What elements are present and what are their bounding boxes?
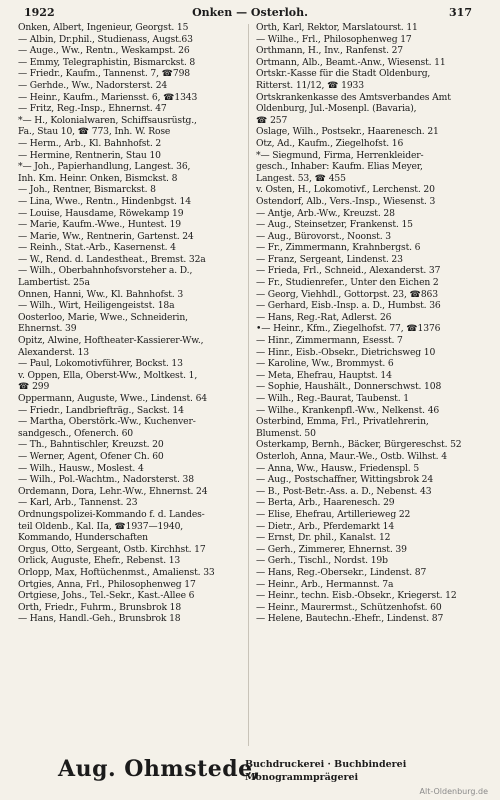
directory-entry: Langest. 53, ☎ 455 bbox=[256, 172, 346, 184]
header-page-number: 317 bbox=[449, 6, 472, 19]
directory-entry: — Joh., Rentner, Bismarckst. 8 bbox=[18, 184, 156, 196]
directory-entry: Onken, Albert, Ingenieur, Georgst. 15 bbox=[18, 22, 189, 33]
directory-entry: Ortskr.-Kasse für die Stadt Oldenburg, bbox=[256, 68, 431, 80]
right-column bbox=[256, 22, 482, 625]
directory-entry: — Antje, Arb.-Ww., Kreuzst. 28 bbox=[256, 207, 395, 219]
directory-entry: Ortskrankenkasse des Amtsverbandes Amt bbox=[256, 91, 451, 103]
directory-entry: — Reinh., Stat.-Arb., Kasernenst. 4 bbox=[18, 242, 176, 254]
directory-entry: Kommando, Hunderschaften bbox=[18, 532, 148, 544]
directory-entry: — B., Post-Betr.-Ass. a. D., Nebenst. 43 bbox=[256, 485, 432, 497]
directory-entry: — Berta, Arb., Haarenesch. 29 bbox=[256, 497, 395, 509]
page-header bbox=[0, 6, 500, 22]
directory-entry: — Aug., Steinsetzer, Frankenst. 15 bbox=[256, 219, 413, 231]
directory-entry: — Hinr., Zimmermann, Esesst. 7 bbox=[256, 335, 403, 347]
directory-entry: — Wilh., Wirt, Heiligengeistst. 18a bbox=[18, 300, 175, 312]
directory-entry: gesch., Inhaber: Kaufm. Elias Meyer, bbox=[256, 161, 423, 173]
directory-entry: ☎ 299 bbox=[18, 381, 50, 393]
header-year: 1922 bbox=[24, 6, 55, 19]
directory-entry: Lambertist. 25a bbox=[18, 277, 90, 289]
source-watermark: Alt-Oldenburg.de bbox=[419, 787, 488, 796]
directory-entry: — Hinr., Eisb.-Obsekr., Dietrichsweg 10 bbox=[256, 346, 436, 358]
directory-entry: — Wilh., Hausw., Moslest. 4 bbox=[18, 462, 144, 474]
directory-entry: Inh. Km. Heinr. Onken, Bismckst. 8 bbox=[18, 172, 178, 184]
left-column bbox=[18, 22, 244, 625]
directory-entry: — Aug., Bürovorst., Noonst. 3 bbox=[256, 230, 391, 242]
directory-entry: — Heinr., Kaufm., Mariensst. 6, ☎1343 bbox=[18, 91, 198, 103]
column-divider bbox=[248, 24, 249, 746]
directory-entry: Ordnungspolizei-Kommando f. d. Landes- bbox=[18, 508, 205, 520]
directory-entry: Oppermann, Auguste, Wwe., Lindenst. 64 bbox=[18, 393, 207, 404]
directory-entry: Ostendorf, Alb., Vers.-Insp., Wiesenst. 3 bbox=[256, 195, 436, 207]
directory-entry: Opitz, Alwine, Hoftheater-Kassierer-Ww., bbox=[18, 335, 204, 347]
directory-entry: — Wilh., Pol.-Wachtm., Nadorsterst. 38 bbox=[18, 474, 194, 486]
directory-entry: Blumenst. 50 bbox=[256, 427, 316, 439]
directory-entry: Ritterst. 11/12, ☎ 1933 bbox=[256, 79, 364, 91]
directory-entry: — Elise, Ehefrau, Artillerieweg 22 bbox=[256, 508, 411, 520]
directory-entry: Oslage, Wilh., Postsekr., Haarenesch. 21 bbox=[256, 126, 439, 138]
directory-entry: Orthmann, H., Inv., Ranfenst. 27 bbox=[256, 45, 403, 57]
directory-entry: — Hans, Reg.-Obersekr., Lindenst. 87 bbox=[256, 566, 427, 578]
directory-entry: Orlopp, Max, Hoftüchenmst., Amalienst. 33 bbox=[18, 566, 215, 578]
directory-entry: — Wilh., Oberbahnhofsvorsteher a. D., bbox=[18, 265, 193, 277]
directory-entry: — Marie, Kaufm.-Wwe., Huntest. 19 bbox=[18, 219, 181, 231]
directory-entry: — Fr., Studienrefer., Unter den Eichen 2 bbox=[256, 277, 439, 289]
directory-entry: — Fr., Zimmermann, Krahnbergst. 6 bbox=[256, 242, 421, 254]
header-title: Onken — Osterloh. bbox=[192, 6, 308, 19]
directory-entry: Onnen, Hanni, Ww., Kl. Bahnhofst. 3 bbox=[18, 288, 184, 300]
directory-entry: Ordemann, Dora, Lehr.-Ww., Ehnernst. 24 bbox=[18, 485, 208, 497]
directory-entry: v. Oppen, Ella, Oberst-Ww., Moltkest. 1, bbox=[18, 369, 198, 381]
directory-entry: sandgesch., Ofenerch. 60 bbox=[18, 427, 133, 439]
directory-entry: *— H., Kolonialwaren, Schiffsausrüstg., bbox=[18, 114, 197, 126]
directory-entry: Otz, Ad., Kaufm., Ziegelhofst. 16 bbox=[256, 137, 404, 149]
printer-advertisement bbox=[0, 756, 500, 790]
directory-entry: — W., Rend. d. Landestheat., Bremst. 32a bbox=[18, 253, 206, 265]
directory-entry: Osterkamp, Bernh., Bäcker, Bürgereschst. 52 bbox=[256, 439, 462, 451]
directory-entry: — Hans, Handl.-Geh., Brunsbrok 18 bbox=[18, 613, 181, 625]
directory-entry: — Louise, Hausdame, Röwekamp 19 bbox=[18, 207, 184, 219]
directory-entry: Ortmann, Alb., Beamt.-Anw., Wiesenst. 11 bbox=[256, 56, 446, 68]
directory-entry: — Karoline, Ww., Brommyst. 6 bbox=[256, 358, 394, 370]
directory-entry: Osterloh, Anna, Maur.-We., Ostb. Wilhst. 4 bbox=[256, 450, 447, 462]
printer-services-line2: Monogrammprägerei bbox=[245, 772, 359, 783]
directory-entry: — Friedr., Kaufm., Tannenst. 7, ☎798 bbox=[18, 68, 191, 80]
directory-entry: — Emmy, Telegraphistin, Bismarckst. 8 bbox=[18, 56, 196, 68]
directory-entry: Oldenburg, Jul.-Mosenpl. (Bavaria), bbox=[256, 103, 417, 115]
directory-entry: — Lina, Wwe., Rentn., Hindenbgst. 14 bbox=[18, 195, 191, 207]
directory-entry: Ehnernst. 39 bbox=[18, 323, 77, 335]
directory-entry: — Frieda, Frl., Schneid., Alexanderst. 37 bbox=[256, 265, 441, 277]
directory-entry: ☎ 257 bbox=[256, 114, 288, 126]
directory-entry: Orth, Friedr., Fuhrm., Brunsbrok 18 bbox=[18, 601, 182, 613]
directory-entry: — Anna, Ww., Hausw., Friedenspl. 5 bbox=[256, 462, 420, 474]
directory-entry: Ortgiese, Johs., Tel.-Sekr., Kast.-Allee 6 bbox=[18, 590, 195, 602]
printer-name: Aug. Ohmstede, bbox=[58, 756, 261, 782]
directory-entry: — Auge., Ww., Rentn., Weskampst. 26 bbox=[18, 45, 190, 57]
directory-entry: — Heinr., techn. Eisb.-Obsekr., Kriegerst. 12 bbox=[256, 590, 457, 602]
directory-entry: — Hermine, Rentnerin, Stau 10 bbox=[18, 149, 161, 161]
directory-entry: — Gerhde., Ww., Nadorsterst. 24 bbox=[18, 79, 168, 91]
directory-entry: teil Oldenb., Kal. IIa, ☎1937—1940, bbox=[18, 520, 184, 532]
directory-entry: — Werner, Agent, Ofener Ch. 60 bbox=[18, 450, 164, 462]
directory-entry: — Hans, Reg.-Rat, Adlerst. 26 bbox=[256, 311, 392, 323]
directory-entry: — Fritz, Reg.-Insp., Ehnernst. 47 bbox=[18, 103, 167, 115]
directory-entry: — Wilhe., Krankenpfl.-Ww., Nelkenst. 46 bbox=[256, 404, 440, 416]
directory-entry: *— Joh., Papierhandlung, Langest. 36, bbox=[18, 161, 191, 173]
directory-entry: — Wilh., Reg.-Baurat, Taubenst. 1 bbox=[256, 393, 409, 404]
directory-entry: v. Osten, H., Lokomotivf., Lerchenst. 20 bbox=[256, 184, 435, 196]
directory-entry: — Friedr., Landbriefträg., Sackst. 14 bbox=[18, 404, 184, 416]
directory-entry: — Sophie, Haushält., Donnerschwst. 108 bbox=[256, 381, 442, 393]
directory-entry: •— Heinr., Kfm., Ziegelhofst. 77, ☎1376 bbox=[256, 323, 441, 335]
directory-entry: Oosterloo, Marie, Wwe., Schneiderin, bbox=[18, 311, 188, 323]
directory-entry: — Gerhard, Eisb.-Insp. a. D., Humbst. 36 bbox=[256, 300, 441, 312]
directory-entry: — Wilhe., Frl., Philosophenweg 17 bbox=[256, 33, 412, 45]
directory-entry: — Heinr., Arb., Hermannst. 7a bbox=[256, 578, 394, 590]
directory-entry: Fa., Stau 10, ☎ 773, Inh. W. Rose bbox=[18, 126, 171, 138]
directory-entry: Orgus, Otto, Sergeant, Ostb. Kirchhst. 17 bbox=[18, 543, 206, 555]
directory-entry: — Albin, Dr.phil., Studienass, Augst.63 bbox=[18, 33, 193, 45]
directory-entry: — Martha, Oberstörk.-Ww., Kuchenver- bbox=[18, 416, 196, 428]
directory-entry: Alexanderst. 13 bbox=[18, 346, 89, 358]
directory-entry: — Th., Bahntischler, Kreuzst. 20 bbox=[18, 439, 164, 451]
directory-entry: — Georg, Viehhdl., Gottorpst. 23, ☎863 bbox=[256, 288, 438, 300]
directory-entry: — Aug., Postschaffner, Wittingsbrok 24 bbox=[256, 474, 434, 486]
directory-entry: *— Siegmund, Firma, Herrenkleider- bbox=[256, 149, 424, 161]
directory-entry: — Heinr., Maurermst., Schützenhofst. 60 bbox=[256, 601, 442, 613]
directory-entry: — Helene, Bautechn.-Ehefr., Lindenst. 87 bbox=[256, 613, 444, 625]
directory-entry: — Paul, Lokomotivführer, Bockst. 13 bbox=[18, 358, 183, 370]
directory-entry: — Gerh., Zimmerer, Ehnernst. 39 bbox=[256, 543, 407, 555]
directory-entry: — Herm., Arb., Kl. Bahnhofst. 2 bbox=[18, 137, 162, 149]
directory-entry: — Marie, Ww., Rentnerin, Gartenst. 24 bbox=[18, 230, 194, 242]
directory-entry: Osterbind, Emma, Frl., Privatlehrerin, bbox=[256, 416, 429, 428]
directory-entry: Orlick, Auguste, Ehefr., Rebenst. 13 bbox=[18, 555, 181, 567]
directory-entry: Orth, Karl, Rektor, Marslatourst. 11 bbox=[256, 22, 418, 33]
directory-entry: — Dietr., Arb., Pferdemarkt 14 bbox=[256, 520, 395, 532]
directory-entry: — Gerh., Tischl., Nordst. 19b bbox=[256, 555, 388, 567]
directory-entry: — Karl, Arb., Tannenst. 23 bbox=[18, 497, 138, 509]
directory-entry: — Ernst, Dr. phil., Kanalst. 12 bbox=[256, 532, 391, 544]
directory-entry: — Meta, Ehefrau, Hauptst. 14 bbox=[256, 369, 392, 381]
directory-entry: — Franz, Sergeant, Lindenst. 23 bbox=[256, 253, 403, 265]
printer-services-line1: Buchdruckerei · Buchbinderei bbox=[245, 759, 407, 770]
directory-entry: Ortgies, Anna, Frl., Philosophenweg 17 bbox=[18, 578, 196, 590]
